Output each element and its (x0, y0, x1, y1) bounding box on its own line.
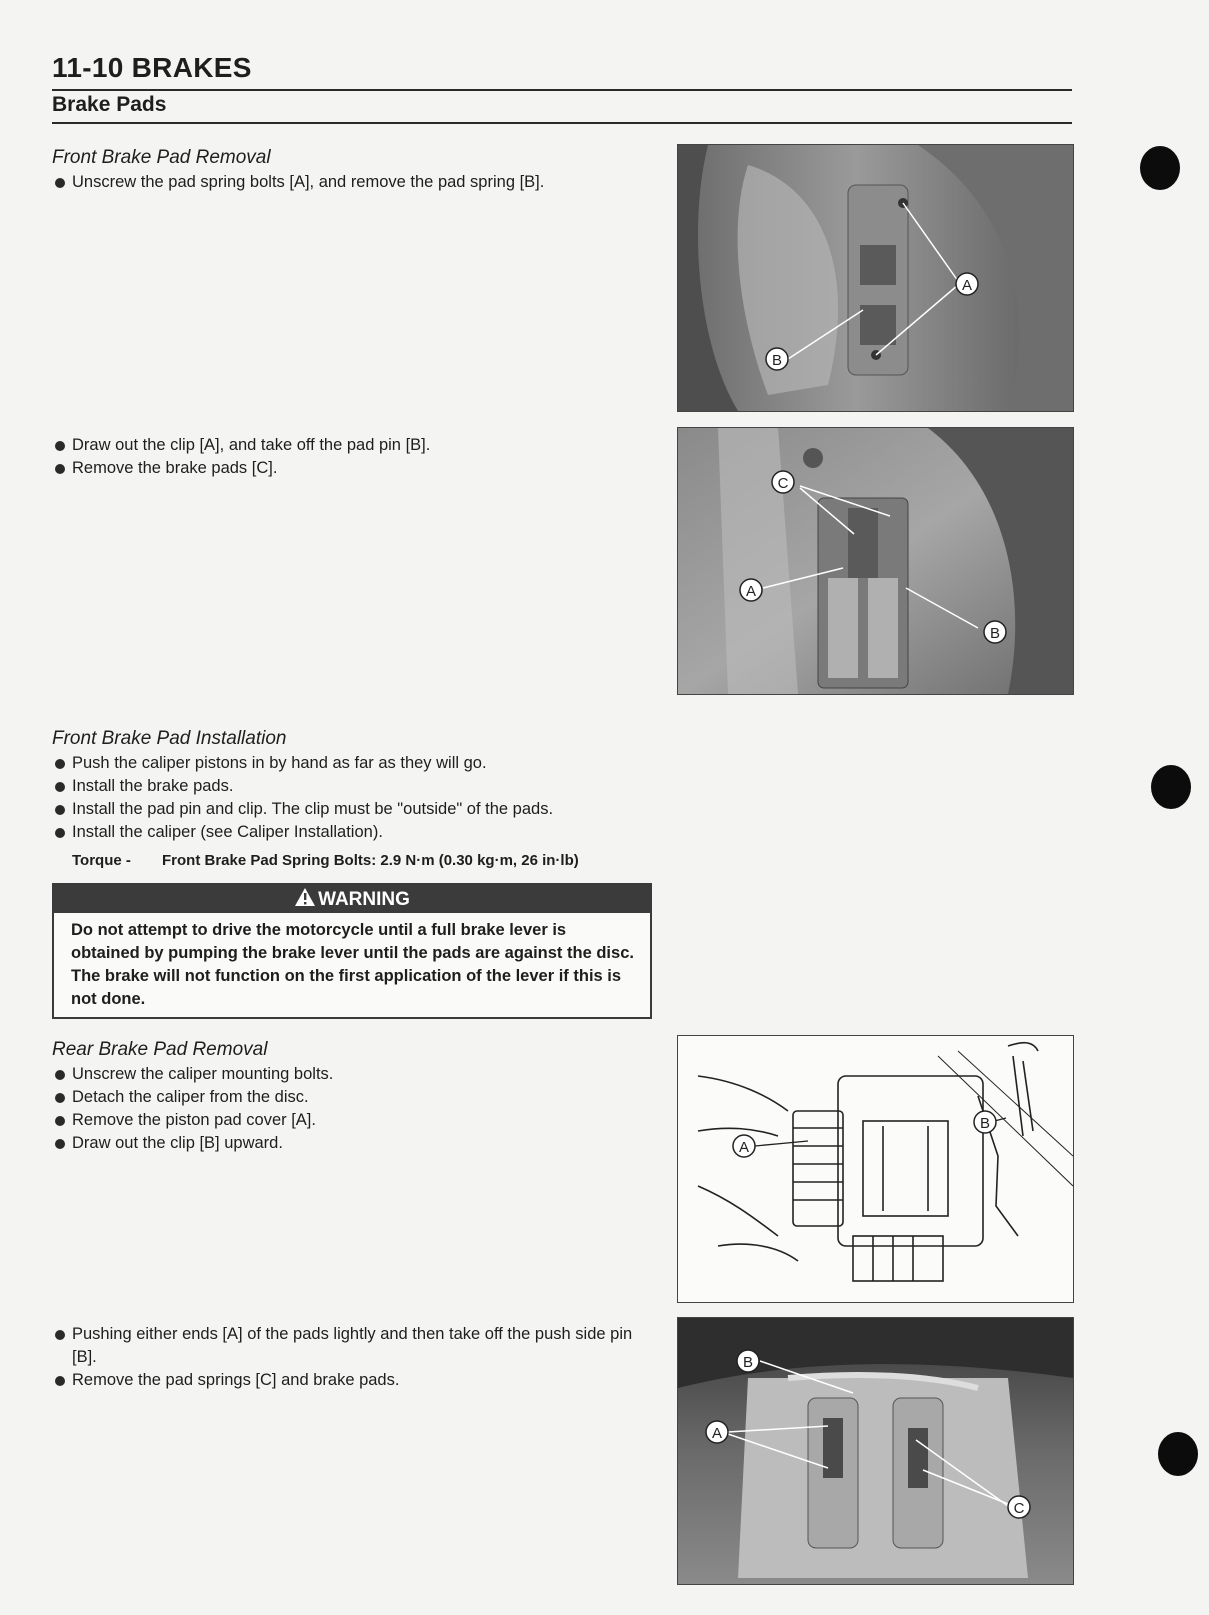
list-item: Draw out the clip [B] upward. (52, 1132, 672, 1155)
page-subtitle: Brake Pads (52, 93, 167, 116)
callout-label: B (742, 1354, 754, 1371)
warning-box (52, 883, 652, 1019)
torque-spec (72, 852, 579, 869)
figure-front-pad-spring (677, 144, 1074, 412)
front-removal-step2-list (52, 434, 672, 480)
figure-rear-pad-pins (677, 1317, 1074, 1585)
figure-front-pad-pin (677, 427, 1074, 695)
header-rule-top (52, 89, 1072, 91)
torque-label: Torque - (72, 852, 131, 869)
page-title: 11-10 BRAKES (52, 52, 252, 83)
callout-label: A (711, 1425, 723, 1442)
photo-front-pad-spring (678, 145, 1073, 411)
punch-hole-bottom (1158, 1432, 1198, 1476)
rear-removal-step1-list (52, 1063, 672, 1155)
photo-rear-pad-pins (678, 1318, 1073, 1584)
callout-label: A (961, 277, 973, 294)
list-item: Install the pad pin and clip. The clip must be "outside" of the pads. (52, 798, 672, 821)
list-item: Remove the piston pad cover [A]. (52, 1109, 672, 1132)
front-removal-heading: Front Brake Pad Removal (52, 147, 271, 168)
callout-label: A (745, 583, 757, 600)
list-item: Install the brake pads. (52, 775, 672, 798)
list-item: Draw out the clip [A], and take off the pad pin [B]. (52, 434, 672, 457)
callout-label: B (771, 352, 783, 369)
list-item: Push the caliper pistons in by hand as far as they will go. (52, 752, 672, 775)
warning-header (54, 885, 650, 913)
list-item: Remove the brake pads [C]. (52, 457, 672, 480)
callout-label: B (989, 625, 1001, 642)
callout-label: C (1013, 1500, 1025, 1517)
list-item: Detach the caliper from the disc. (52, 1086, 672, 1109)
punch-hole-middle (1151, 765, 1191, 809)
callout-label: C (777, 475, 789, 492)
photo-front-pad-pin (678, 428, 1073, 694)
callout-label: A (738, 1139, 750, 1156)
front-installation-heading: Front Brake Pad Installation (52, 728, 287, 749)
list-item: Unscrew the caliper mounting bolts. (52, 1063, 672, 1086)
rear-removal-heading: Rear Brake Pad Removal (52, 1039, 268, 1060)
warning-title: WARNING (318, 889, 410, 910)
punch-hole-top (1140, 146, 1180, 190)
warning-triangle-icon (294, 887, 316, 907)
figure-rear-pad-cover (677, 1035, 1074, 1303)
callout-label: B (979, 1115, 991, 1132)
list-item: Remove the pad springs [C] and brake pads. (52, 1369, 652, 1392)
list-item: Pushing either ends [A] of the pads lightly and then take off the push side pin [B]. (52, 1323, 652, 1369)
list-item: Install the caliper (see Caliper Installation). (52, 821, 672, 844)
drawing-rear-pad-cover (678, 1036, 1073, 1302)
torque-value: Front Brake Pad Spring Bolts: 2.9 N·m (0.30 kg·m, 26 in·lb) (162, 852, 579, 869)
warning-text: Do not attempt to drive the motorcycle until a full brake lever is obtained by pumping the brake lever until the pads are against the disc. The brake will not function on the first application of the lever if this is not done. (71, 921, 634, 1008)
list-item: Unscrew the pad spring bolts [A], and remove the pad spring [B]. (52, 171, 672, 194)
rear-removal-step2-list (52, 1323, 652, 1392)
front-installation-list (52, 752, 672, 844)
header-rule-bottom (52, 122, 1072, 124)
front-removal-step1-list (52, 171, 672, 194)
